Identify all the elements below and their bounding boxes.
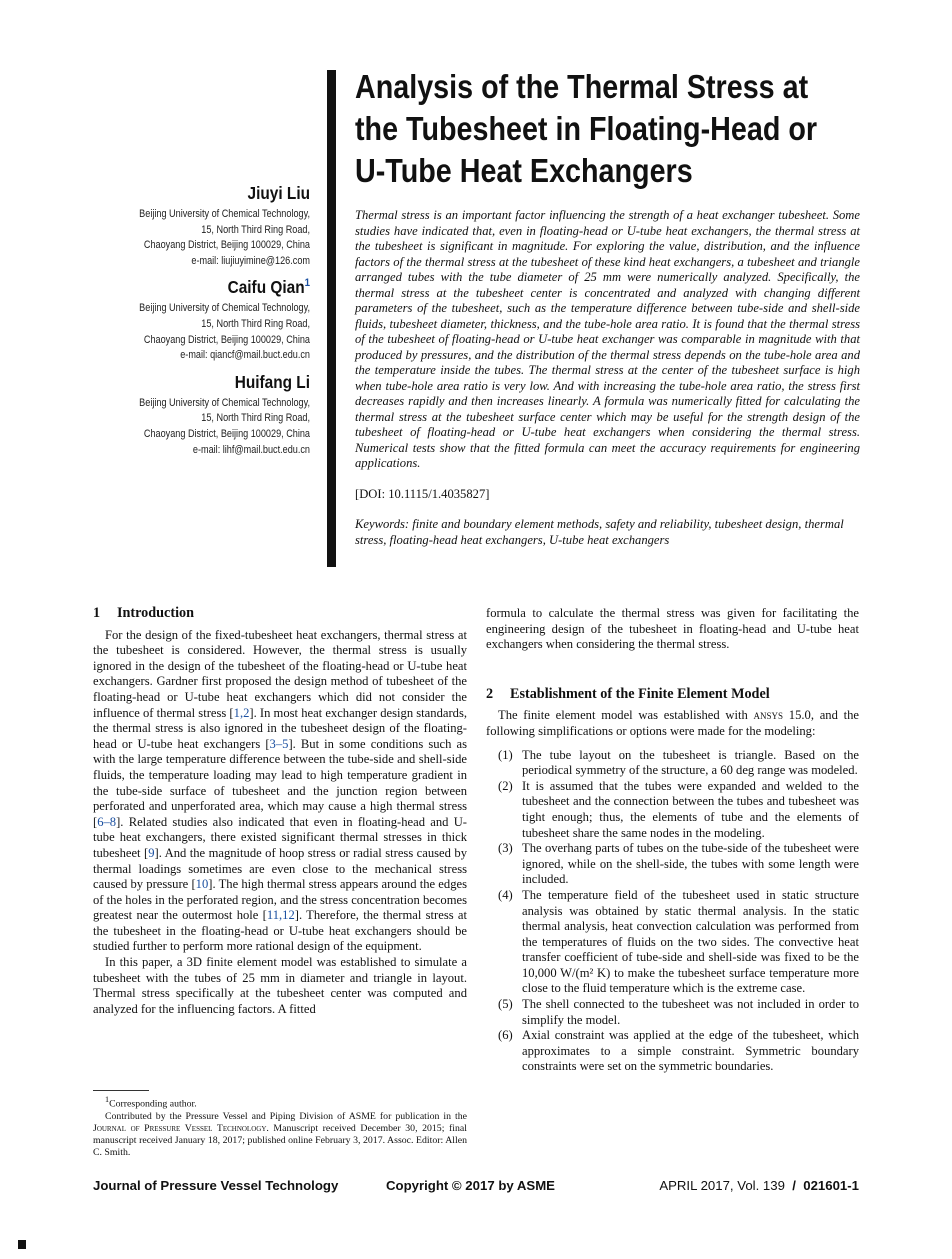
right-column	[486, 606, 859, 1075]
citation-link[interactable]: 10	[195, 877, 209, 892]
citation-link[interactable]: 3–5	[269, 736, 289, 751]
paper-title: Analysis of the Thermal Stress at the Tubesheet in Floating-Head or U-Tube Heat Exchangers	[355, 68, 818, 189]
title-accent-bar	[327, 70, 336, 567]
author-block	[100, 183, 310, 269]
author-name: Caifu Qian$^1$	[227, 277, 310, 298]
section-heading: 1 Introduction	[93, 605, 194, 621]
affiliation-line: Chaoyang District, Beijing 100029, China	[143, 427, 310, 440]
list-item: (6) Axial constraint was applied at the edge of the tubesheet, which approximates to a simple constraint. Symmetric boundary constraints were set on the symmetric boundaries.	[498, 1028, 859, 1074]
affiliation-line: Beijing University of Chemical Technology,	[139, 208, 310, 220]
list-item: (3) The overhang parts of tubes on the tube-side of the tubesheet were ignored, while on the shell-side, the tubes with some length were included.	[498, 841, 859, 887]
affiliation-line: 15, North Third Ring Road,	[201, 223, 310, 236]
list-item: (1) The tube layout on the tubesheet is triangle. Based on the periodical symmetry of the structure, a 60 deg range was modeled.	[498, 747, 859, 778]
corner-mark	[18, 1240, 26, 1249]
page-number: 021601-1	[803, 1178, 859, 1193]
footnote-divider	[93, 1090, 149, 1091]
affiliation-line: 15, North Third Ring Road,	[201, 317, 310, 330]
section-heading: 2 Establishment of the Finite Element Model	[486, 685, 770, 702]
paragraph: formula to calculate the thermal stress was given for facilitating the engineering design of the tubesheet in floating-head and U-tube heat exchangers when considering the thermal stress.	[486, 606, 859, 652]
modeling-assumptions-list	[486, 748, 859, 1075]
footer-journal: Journal of Pressure Vessel Technology	[93, 1178, 339, 1193]
citation-link[interactable]: 1,2	[233, 705, 250, 720]
corresponding-mark[interactable]: 1	[304, 277, 310, 290]
author-name: Huifang Li	[234, 371, 310, 392]
author-list	[100, 183, 310, 466]
citation-link[interactable]: 11,12	[266, 908, 295, 923]
affiliation-line: Beijing University of Chemical Technology,	[139, 396, 310, 409]
abstract: Thermal stress is an important factor influencing the strength of a heat exchanger tubesheet. Some studies have indicated that, even in floating-head or U-tube heat exchangers, the thermal stress at the tubesheet is significant in magnitude. For exploring the value, distribution, and the influence factors of the thermal stress at the tubesheet of these kind heat exchangers, a tubesheet and triangle arranged tubes with the tube diameter of 25 mm were numerically analyzed. Specifically, the thermal stress at the tubesheet center is concentrated and analyzed with changing different parameters of the tubesheet, such as the temperature difference between tube-side and shell-side fluids, tubesheet diameter, thickness, and the tube-hole area ratio. It is found that the thermal stress of the tubesheet of floating-head or U-tube heat exchanger was comparable in magnitude with that produced by pressures, and the distribution of the thermal stress depends on the tube-hole area and the temperature inside the tubes. The thermal stress at the center of the tubesheet surface is high when tube-hole area ratio is very low. And with increasing the tube-hole area ratio, the stress first decreases rapidly and then increases linearly. A formula was numerically fitted for calculating the thermal stress at the tubesheet surface center which may be useful for the strength design of the tubesheet of floating-head or U-tube heat exchangers when considering the thermal stress. Numerical tests show that the fitted formula can meet the accuracy requirements for engineering applications.	[355, 208, 860, 470]
citation-link[interactable]: 6–8	[97, 814, 117, 829]
list-item: (4) The temperature field of the tubesheet used in static structure analysis was obtained by static thermal analysis. In the static thermal analysis, heat convection calculation was performed from the temperatures of fluids on the two sides. The convective heat transfer coefficient of tube-side and shell-side was fixed to be the 10,000 W/(m² K) to make the tubesheet surface temperature more close to the fluid temperature which is the extreme case.	[498, 887, 859, 996]
software-name: ansys	[753, 708, 784, 723]
footer-issue: APRIL 2017, Vol. 139 / 021601-1	[659, 1178, 859, 1193]
author-email[interactable]: e-mail: lihf@mail.buct.edu.cn	[192, 443, 310, 456]
doi[interactable]: [DOI: 10.1115/1.4035827]	[355, 487, 490, 501]
footer-copyright: Copyright © 2017 by ASME	[386, 1178, 555, 1193]
page-footer	[93, 1178, 859, 1196]
affiliation-line: Chaoyang District, Beijing 100029, China	[143, 239, 310, 252]
author-block	[100, 277, 310, 363]
left-column	[93, 606, 467, 1017]
author-email[interactable]: e-mail: qiancf@mail.buct.edu.cn	[180, 349, 310, 362]
paragraph: In this paper, a 3D finite element model was established to simulate a tubesheet with the tubes of 25 mm in diameter and triangle in layout. Thermal stress specifically at the tubesheet center was computed and analyzed for the influencing factors. A fitted	[93, 955, 467, 1016]
footnote: Contributed by the Pressure Vessel and Piping Division of ASME for publication in the Journal of Pressure Vessel Technology. Manuscript received December 30, 2015; final manuscript received January 18, 2017; published online February 3, 2017. Assoc. Editor: Allen C. Smith.	[93, 1110, 467, 1159]
affiliation-line: Beijing University of Chemical Technology,	[139, 302, 310, 315]
list-item: (5) The shell connected to the tubesheet was not included in order to simplify the model.	[498, 997, 859, 1027]
author-email[interactable]: e-mail: liujiuyimine@126.com	[191, 254, 310, 267]
affiliation-line: 15, North Third Ring Road,	[201, 412, 310, 425]
footnotes	[93, 1094, 467, 1160]
affiliation-line: Chaoyang District, Beijing 100029, China	[143, 333, 310, 346]
paragraph: For the design of the fixed-tubesheet heat exchangers, thermal stress at the tubesheet is considered. However, the thermal stress is usually ignored in the design of the tubesheet of the floating-head or U-tube heat exchangers. Gardner first proposed the design method of tubesheet of the floating-head or U-tube heat exchangers which did not consider the influence of thermal stress [1,2]. In most heat exchanger design standards, the thermal stress is also ignored in the tubesheet design of the floating-head or U-tube heat exchangers [3–5]. But in some conditions such as with the large temperature difference between the tube-side and shell-side fluids, the temperature loading may lead to high temperature gradient in the tube-side surface of tubesheet and the junction region between perforated and unperforated area, which may cause a high thermal stress [6–8]. Related studies also indicated that even in floating-head and U-tube heat exchangers, there existed significant thermal stresses in thick tubesheet [9]. And the magnitude of hoop stress or radial stress caused by thermal loadings sometimes are even close to the mechanical stress caused by pressure [10]. The high thermal stress appears around the edges of the holes in the perforated region, and the stress concentration becomes greatest near the outermost hole [11,12]. Therefore, the thermal stress at the tubesheet in the floating-head or U-tube heat exchangers should be studied further to perform more rational design of the equipment.	[93, 627, 467, 954]
paragraph: The finite element model was established with ansys 15.0, and the following simplifications or options were made for the modeling:	[486, 708, 860, 738]
author-block	[100, 372, 310, 458]
keywords: Keywords: finite and boundary element methods, safety and reliability, tubesheet design, thermal stress, floating-head heat exchangers, U-tube heat exchangers	[355, 517, 844, 547]
list-item: (2) It is assumed that the tubes were expanded and welded to the tubesheet and the connection between the tubes and tubesheet was tight enough; thus, the elements of tube and the elements of tubesheet share the same nodes in the modeling.	[498, 778, 859, 840]
citation-link[interactable]: 9	[148, 845, 155, 860]
footnote: $^1$Corresponding author.	[105, 1095, 197, 1110]
author-name: Jiuyi Liu	[247, 183, 310, 203]
